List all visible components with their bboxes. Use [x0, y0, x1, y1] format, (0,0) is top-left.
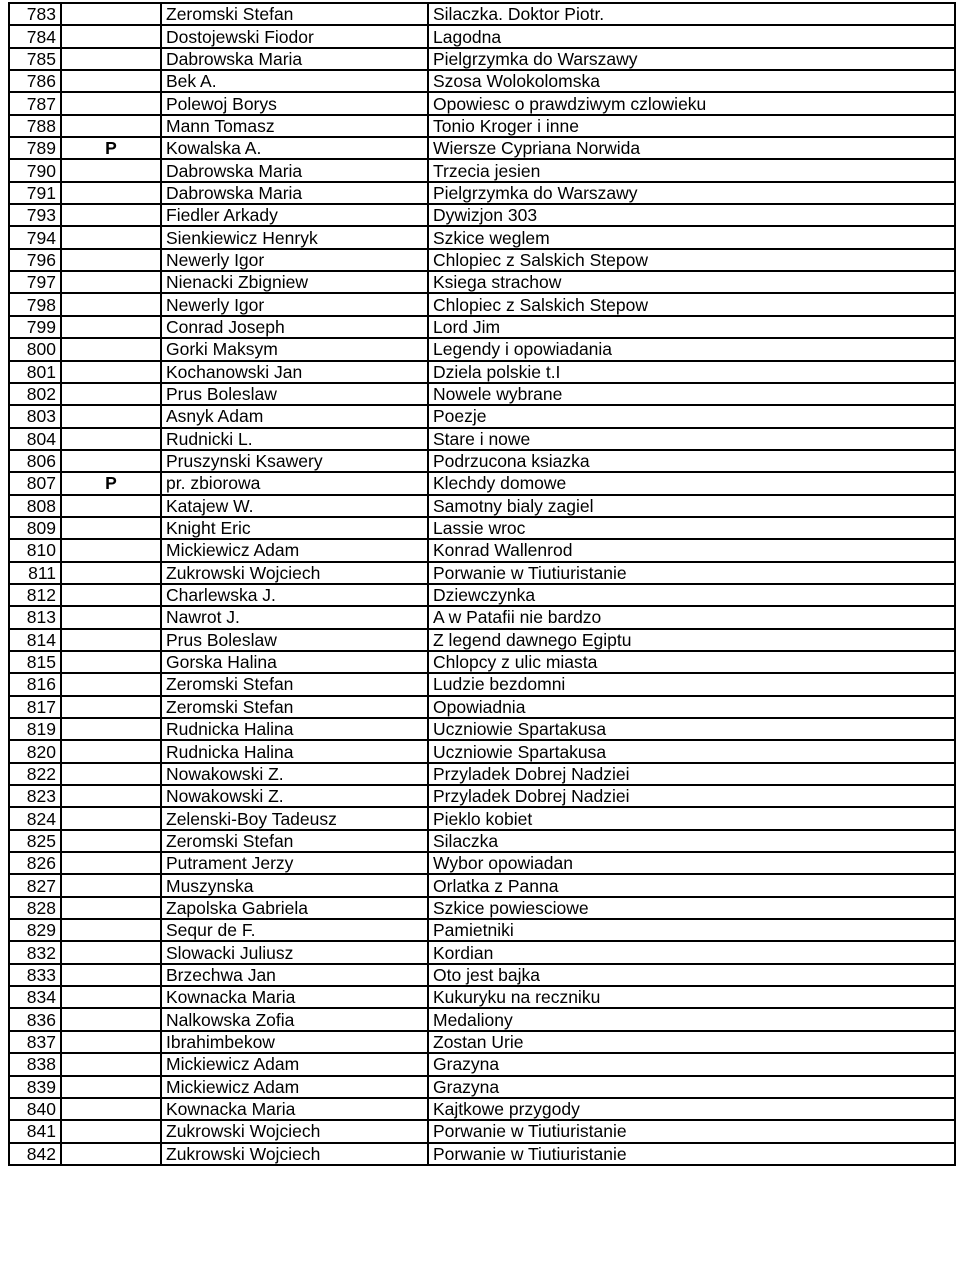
mark-cell: [61, 517, 161, 539]
title-cell: Ludzie bezdomni: [428, 673, 955, 695]
author-cell: Kochanowski Jan: [161, 361, 428, 383]
mark-cell: [61, 25, 161, 47]
table-row: [9, 226, 955, 248]
mark-cell: [61, 383, 161, 405]
catalog-number-cell: 811: [9, 562, 61, 584]
title-cell: Silaczka. Doktor Piotr.: [428, 3, 955, 25]
mark-cell: [61, 1143, 161, 1165]
table-row: [9, 92, 955, 114]
title-cell: A w Patafii nie bardzo: [428, 606, 955, 628]
author-cell: Zukrowski Wojciech: [161, 1120, 428, 1142]
table-row: [9, 584, 955, 606]
catalog-number-cell: 833: [9, 964, 61, 986]
table-row: [9, 271, 955, 293]
catalog-number-cell: 817: [9, 696, 61, 718]
mark-cell: [61, 1053, 161, 1075]
catalog-number-cell: 786: [9, 70, 61, 92]
author-cell: Zeromski Stefan: [161, 830, 428, 852]
author-cell: Nalkowska Zofia: [161, 1008, 428, 1030]
table-row: [9, 852, 955, 874]
mark-cell: [61, 986, 161, 1008]
author-cell: Prus Boleslaw: [161, 383, 428, 405]
catalog-number-cell: 801: [9, 361, 61, 383]
mark-cell: [61, 271, 161, 293]
catalog-number-cell: 810: [9, 539, 61, 561]
mark-cell: [61, 1008, 161, 1030]
title-cell: Przyladek Dobrej Nadziei: [428, 785, 955, 807]
table-row: [9, 293, 955, 315]
title-cell: Poezje: [428, 405, 955, 427]
table-row: [9, 115, 955, 137]
author-cell: Pruszynski Ksawery: [161, 450, 428, 472]
title-cell: Oto jest bajka: [428, 964, 955, 986]
table-row: [9, 338, 955, 360]
mark-cell: [61, 405, 161, 427]
title-cell: Uczniowie Spartakusa: [428, 718, 955, 740]
mark-cell: [61, 584, 161, 606]
author-cell: Nowakowski Z.: [161, 785, 428, 807]
mark-cell: [61, 428, 161, 450]
title-cell: Pamietniki: [428, 919, 955, 941]
table-row: [9, 159, 955, 181]
title-cell: Grazyna: [428, 1076, 955, 1098]
table-row: [9, 740, 955, 762]
author-cell: Rudnicki L.: [161, 428, 428, 450]
catalog-number-cell: 816: [9, 673, 61, 695]
table-row: [9, 807, 955, 829]
catalog-number-cell: 825: [9, 830, 61, 852]
title-cell: Legendy i opowiadania: [428, 338, 955, 360]
table-row: [9, 629, 955, 651]
table-row: [9, 941, 955, 963]
author-cell: Zeromski Stefan: [161, 673, 428, 695]
mark-cell: [61, 852, 161, 874]
title-cell: Porwanie w Tiutiuristanie: [428, 1120, 955, 1142]
catalog-number-cell: 808: [9, 495, 61, 517]
title-cell: Szosa Wolokolomska: [428, 70, 955, 92]
author-cell: Zapolska Gabriela: [161, 897, 428, 919]
author-cell: Polewoj Borys: [161, 92, 428, 114]
catalog-number-cell: 806: [9, 450, 61, 472]
author-cell: Putrament Jerzy: [161, 852, 428, 874]
mark-cell: [61, 316, 161, 338]
catalog-number-cell: 823: [9, 785, 61, 807]
table-row: [9, 361, 955, 383]
table-row: [9, 48, 955, 70]
table-row: [9, 539, 955, 561]
catalog-number-cell: 826: [9, 852, 61, 874]
title-cell: Nowele wybrane: [428, 383, 955, 405]
table-row: [9, 517, 955, 539]
author-cell: Bek A.: [161, 70, 428, 92]
mark-cell: [61, 919, 161, 941]
author-cell: Dabrowska Maria: [161, 159, 428, 181]
title-cell: Kordian: [428, 941, 955, 963]
title-cell: Porwanie w Tiutiuristanie: [428, 562, 955, 584]
author-cell: Rudnicka Halina: [161, 718, 428, 740]
title-cell: Lagodna: [428, 25, 955, 47]
author-cell: Kownacka Maria: [161, 986, 428, 1008]
table-row: [9, 1098, 955, 1120]
author-cell: Knight Eric: [161, 517, 428, 539]
title-cell: Orlatka z Panna: [428, 874, 955, 896]
mark-cell: [61, 338, 161, 360]
table-row: [9, 428, 955, 450]
title-cell: Przyladek Dobrej Nadziei: [428, 763, 955, 785]
title-cell: Opowiadnia: [428, 696, 955, 718]
title-cell: Klechdy domowe: [428, 472, 955, 494]
table-row: [9, 137, 955, 159]
catalog-number-cell: 784: [9, 25, 61, 47]
catalog-number-cell: 819: [9, 718, 61, 740]
mark-cell: [61, 495, 161, 517]
table-row: [9, 897, 955, 919]
title-cell: Silaczka: [428, 830, 955, 852]
table-row: [9, 986, 955, 1008]
author-cell: Mickiewicz Adam: [161, 539, 428, 561]
catalog-number-cell: 796: [9, 249, 61, 271]
author-cell: Muszynska: [161, 874, 428, 896]
author-cell: Conrad Joseph: [161, 316, 428, 338]
table-row: [9, 562, 955, 584]
mark-cell: [61, 964, 161, 986]
catalog-number-cell: 799: [9, 316, 61, 338]
title-cell: Z legend dawnego Egiptu: [428, 629, 955, 651]
author-cell: Sienkiewicz Henryk: [161, 226, 428, 248]
catalog-number-cell: 807: [9, 472, 61, 494]
catalog-number-cell: 840: [9, 1098, 61, 1120]
title-cell: Zostan Urie: [428, 1031, 955, 1053]
author-cell: Gorska Halina: [161, 651, 428, 673]
table-row: [9, 718, 955, 740]
title-cell: Stare i nowe: [428, 428, 955, 450]
table-row: [9, 450, 955, 472]
table-row: [9, 1076, 955, 1098]
table-row: [9, 204, 955, 226]
mark-cell: [61, 874, 161, 896]
mark-cell: [61, 1076, 161, 1098]
title-cell: Pielgrzymka do Warszawy: [428, 182, 955, 204]
table-row: [9, 964, 955, 986]
catalog-number-cell: 828: [9, 897, 61, 919]
title-cell: Medaliony: [428, 1008, 955, 1030]
catalog-number-cell: 803: [9, 405, 61, 427]
table-row: [9, 606, 955, 628]
author-cell: Slowacki Juliusz: [161, 941, 428, 963]
mark-cell: [61, 897, 161, 919]
catalog-number-cell: 802: [9, 383, 61, 405]
catalog-number-cell: 815: [9, 651, 61, 673]
table-row: [9, 696, 955, 718]
title-cell: Uczniowie Spartakusa: [428, 740, 955, 762]
table-row: [9, 673, 955, 695]
author-cell: Zeromski Stefan: [161, 3, 428, 25]
table-row: [9, 919, 955, 941]
title-cell: Lassie wroc: [428, 517, 955, 539]
catalog-body: [9, 3, 955, 1165]
author-cell: Kowalska A.: [161, 137, 428, 159]
title-cell: Trzecia jesien: [428, 159, 955, 181]
author-cell: Mickiewicz Adam: [161, 1053, 428, 1075]
table-row: [9, 316, 955, 338]
mark-cell: [61, 562, 161, 584]
catalog-number-cell: 788: [9, 115, 61, 137]
mark-cell: [61, 740, 161, 762]
mark-cell: P: [61, 472, 161, 494]
title-cell: Tonio Kroger i inne: [428, 115, 955, 137]
author-cell: Asnyk Adam: [161, 405, 428, 427]
mark-cell: [61, 70, 161, 92]
table-row: [9, 1143, 955, 1165]
mark-cell: [61, 182, 161, 204]
author-cell: Newerly Igor: [161, 249, 428, 271]
table-row: [9, 651, 955, 673]
mark-cell: [61, 204, 161, 226]
author-cell: Kownacka Maria: [161, 1098, 428, 1120]
catalog-number-cell: 798: [9, 293, 61, 315]
title-cell: Grazyna: [428, 1053, 955, 1075]
mark-cell: [61, 718, 161, 740]
author-cell: Mickiewicz Adam: [161, 1076, 428, 1098]
title-cell: Samotny bialy zagiel: [428, 495, 955, 517]
author-cell: Dostojewski Fiodor: [161, 25, 428, 47]
catalog-number-cell: 822: [9, 763, 61, 785]
catalog-number-cell: 814: [9, 629, 61, 651]
mark-cell: [61, 361, 161, 383]
mark-cell: [61, 629, 161, 651]
mark-cell: [61, 651, 161, 673]
catalog-number-cell: 789: [9, 137, 61, 159]
title-cell: Wiersze Cypriana Norwida: [428, 137, 955, 159]
title-cell: Kukuryku na reczniku: [428, 986, 955, 1008]
catalog-number-cell: 813: [9, 606, 61, 628]
catalog-number-cell: 834: [9, 986, 61, 1008]
author-cell: Gorki Maksym: [161, 338, 428, 360]
author-cell: Newerly Igor: [161, 293, 428, 315]
title-cell: Chlopiec z Salskich Stepow: [428, 249, 955, 271]
author-cell: Ibrahimbekow: [161, 1031, 428, 1053]
mark-cell: [61, 92, 161, 114]
catalog-number-cell: 839: [9, 1076, 61, 1098]
table-row: [9, 1120, 955, 1142]
table-row: [9, 1008, 955, 1030]
title-cell: Konrad Wallenrod: [428, 539, 955, 561]
catalog-number-cell: 790: [9, 159, 61, 181]
author-cell: Zukrowski Wojciech: [161, 1143, 428, 1165]
author-cell: Dabrowska Maria: [161, 48, 428, 70]
mark-cell: [61, 115, 161, 137]
mark-cell: [61, 159, 161, 181]
author-cell: pr. zbiorowa: [161, 472, 428, 494]
catalog-number-cell: 797: [9, 271, 61, 293]
mark-cell: [61, 807, 161, 829]
title-cell: Szkice weglem: [428, 226, 955, 248]
catalog-number-cell: 793: [9, 204, 61, 226]
table-row: [9, 249, 955, 271]
table-row: [9, 495, 955, 517]
table-row: [9, 785, 955, 807]
author-cell: Fiedler Arkady: [161, 204, 428, 226]
title-cell: Szkice powiesciowe: [428, 897, 955, 919]
mark-cell: [61, 941, 161, 963]
mark-cell: [61, 1098, 161, 1120]
catalog-number-cell: 812: [9, 584, 61, 606]
mark-cell: [61, 696, 161, 718]
catalog-number-cell: 794: [9, 226, 61, 248]
table-row: [9, 383, 955, 405]
mark-cell: [61, 3, 161, 25]
table-row: [9, 1053, 955, 1075]
table-row: [9, 472, 955, 494]
table-row: [9, 874, 955, 896]
catalog-number-cell: 785: [9, 48, 61, 70]
author-cell: Mann Tomasz: [161, 115, 428, 137]
author-cell: Zelenski-Boy Tadeusz: [161, 807, 428, 829]
mark-cell: [61, 450, 161, 472]
mark-cell: [61, 606, 161, 628]
mark-cell: [61, 1120, 161, 1142]
title-cell: Chlopcy z ulic miasta: [428, 651, 955, 673]
author-cell: Zeromski Stefan: [161, 696, 428, 718]
catalog-number-cell: 829: [9, 919, 61, 941]
catalog-number-cell: 800: [9, 338, 61, 360]
title-cell: Dziela polskie t.I: [428, 361, 955, 383]
catalog-number-cell: 820: [9, 740, 61, 762]
catalog-number-cell: 804: [9, 428, 61, 450]
author-cell: Nienacki Zbigniew: [161, 271, 428, 293]
mark-cell: [61, 830, 161, 852]
author-cell: Sequr de F.: [161, 919, 428, 941]
mark-cell: [61, 673, 161, 695]
table-row: [9, 182, 955, 204]
author-cell: Charlewska J.: [161, 584, 428, 606]
catalog-number-cell: 832: [9, 941, 61, 963]
title-cell: Dziewczynka: [428, 584, 955, 606]
table-row: [9, 70, 955, 92]
mark-cell: [61, 763, 161, 785]
mark-cell: [61, 1031, 161, 1053]
mark-cell: [61, 226, 161, 248]
title-cell: Lord Jim: [428, 316, 955, 338]
mark-cell: [61, 539, 161, 561]
table-row: [9, 3, 955, 25]
table-row: [9, 25, 955, 47]
catalog-number-cell: 842: [9, 1143, 61, 1165]
author-cell: Brzechwa Jan: [161, 964, 428, 986]
catalog-number-cell: 783: [9, 3, 61, 25]
title-cell: Dywizjon 303: [428, 204, 955, 226]
title-cell: Ksiega strachow: [428, 271, 955, 293]
author-cell: Rudnicka Halina: [161, 740, 428, 762]
catalog-number-cell: 787: [9, 92, 61, 114]
title-cell: Podrzucona ksiazka: [428, 450, 955, 472]
table-row: [9, 763, 955, 785]
table-row: [9, 1031, 955, 1053]
title-cell: Wybor opowiadan: [428, 852, 955, 874]
author-cell: Zukrowski Wojciech: [161, 562, 428, 584]
catalog-number-cell: 809: [9, 517, 61, 539]
table-row: [9, 405, 955, 427]
mark-cell: [61, 785, 161, 807]
catalog-number-cell: 791: [9, 182, 61, 204]
catalog-number-cell: 824: [9, 807, 61, 829]
book-catalog-table: [8, 2, 956, 1166]
title-cell: Opowiesc o prawdziwym czlowieku: [428, 92, 955, 114]
author-cell: Katajew W.: [161, 495, 428, 517]
catalog-number-cell: 841: [9, 1120, 61, 1142]
catalog-number-cell: 827: [9, 874, 61, 896]
catalog-number-cell: 838: [9, 1053, 61, 1075]
table-row: [9, 830, 955, 852]
mark-cell: [61, 48, 161, 70]
title-cell: Kajtkowe przygody: [428, 1098, 955, 1120]
author-cell: Prus Boleslaw: [161, 629, 428, 651]
author-cell: Dabrowska Maria: [161, 182, 428, 204]
title-cell: Pielgrzymka do Warszawy: [428, 48, 955, 70]
title-cell: Chlopiec z Salskich Stepow: [428, 293, 955, 315]
catalog-number-cell: 836: [9, 1008, 61, 1030]
mark-cell: [61, 249, 161, 271]
title-cell: Porwanie w Tiutiuristanie: [428, 1143, 955, 1165]
author-cell: Nowakowski Z.: [161, 763, 428, 785]
mark-cell: [61, 293, 161, 315]
mark-cell: P: [61, 137, 161, 159]
title-cell: Pieklo kobiet: [428, 807, 955, 829]
catalog-number-cell: 837: [9, 1031, 61, 1053]
author-cell: Nawrot J.: [161, 606, 428, 628]
